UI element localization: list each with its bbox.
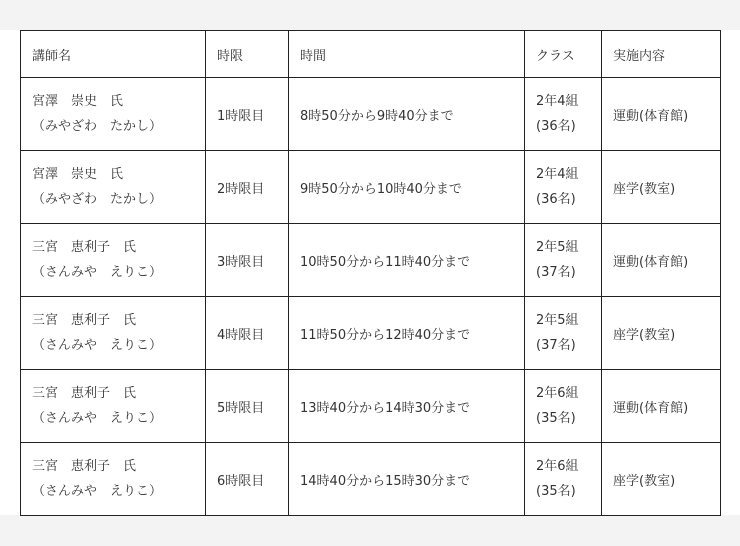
time-cell: 9時50分から10時40分まで xyxy=(289,151,525,224)
table-row xyxy=(21,443,721,516)
instructor-reading: （さんみや えりこ） xyxy=(32,338,163,353)
class-cell xyxy=(525,78,602,151)
table-row xyxy=(21,78,721,151)
header-time: 時間 xyxy=(289,31,525,78)
table-row xyxy=(21,224,721,297)
class-name: 2年5組 xyxy=(536,240,579,255)
content-cell: 座学(教室) xyxy=(602,151,721,224)
instructor-name: 宮澤 崇史 氏 xyxy=(32,94,124,109)
instructor-reading: （さんみや えりこ） xyxy=(32,265,163,280)
instructor-cell xyxy=(21,443,206,516)
time-cell: 10時50分から11時40分まで xyxy=(289,224,525,297)
class-cell xyxy=(525,151,602,224)
class-name: 2年6組 xyxy=(536,386,579,401)
content-cell: 座学(教室) xyxy=(602,297,721,370)
period-cell: 6時限目 xyxy=(206,443,289,516)
instructor-cell xyxy=(21,224,206,297)
header-period: 時限 xyxy=(206,31,289,78)
instructor-cell xyxy=(21,297,206,370)
period-cell: 5時限目 xyxy=(206,370,289,443)
class-name: 2年5組 xyxy=(536,313,579,328)
class-cell xyxy=(525,370,602,443)
period-cell: 1時限目 xyxy=(206,78,289,151)
time-cell: 11時50分から12時40分まで xyxy=(289,297,525,370)
table-row xyxy=(21,370,721,443)
content-cell: 座学(教室) xyxy=(602,443,721,516)
class-cell xyxy=(525,297,602,370)
header-content: 実施内容 xyxy=(602,31,721,78)
student-count: (35名) xyxy=(536,411,576,426)
header-instructor: 講師名 xyxy=(21,31,206,78)
instructor-name: 三宮 恵利子 氏 xyxy=(32,386,137,401)
instructor-name: 三宮 恵利子 氏 xyxy=(32,459,137,474)
period-cell: 4時限目 xyxy=(206,297,289,370)
header-class: クラス xyxy=(525,31,602,78)
student-count: (35名) xyxy=(536,484,576,499)
table-row xyxy=(21,151,721,224)
class-name: 2年6組 xyxy=(536,459,579,474)
instructor-reading: （さんみや えりこ） xyxy=(32,484,163,499)
table-row xyxy=(21,297,721,370)
instructor-reading: （さんみや えりこ） xyxy=(32,411,163,426)
time-cell: 8時50分から9時40分まで xyxy=(289,78,525,151)
student-count: (36名) xyxy=(536,192,576,207)
instructor-cell xyxy=(21,370,206,443)
table-body xyxy=(21,78,721,516)
instructor-reading: （みやざわ たかし） xyxy=(32,192,163,207)
time-cell: 13時40分から14時30分まで xyxy=(289,370,525,443)
instructor-cell xyxy=(21,151,206,224)
instructor-cell xyxy=(21,78,206,151)
period-cell: 2時限目 xyxy=(206,151,289,224)
class-name: 2年4組 xyxy=(536,167,579,182)
period-cell: 3時限目 xyxy=(206,224,289,297)
instructor-name: 三宮 恵利子 氏 xyxy=(32,240,137,255)
instructor-reading: （みやざわ たかし） xyxy=(32,119,163,134)
class-cell xyxy=(525,224,602,297)
class-cell xyxy=(525,443,602,516)
time-cell: 14時40分から15時30分まで xyxy=(289,443,525,516)
student-count: (36名) xyxy=(536,119,576,134)
instructor-name: 三宮 恵利子 氏 xyxy=(32,313,137,328)
content-cell: 運動(体育館) xyxy=(602,78,721,151)
document-page xyxy=(0,30,740,515)
lecture-schedule-table xyxy=(20,30,721,516)
student-count: (37名) xyxy=(536,338,576,353)
student-count: (37名) xyxy=(536,265,576,280)
table-header-row xyxy=(21,31,721,78)
content-cell: 運動(体育館) xyxy=(602,224,721,297)
content-cell: 運動(体育館) xyxy=(602,370,721,443)
class-name: 2年4組 xyxy=(536,94,579,109)
instructor-name: 宮澤 崇史 氏 xyxy=(32,167,124,182)
